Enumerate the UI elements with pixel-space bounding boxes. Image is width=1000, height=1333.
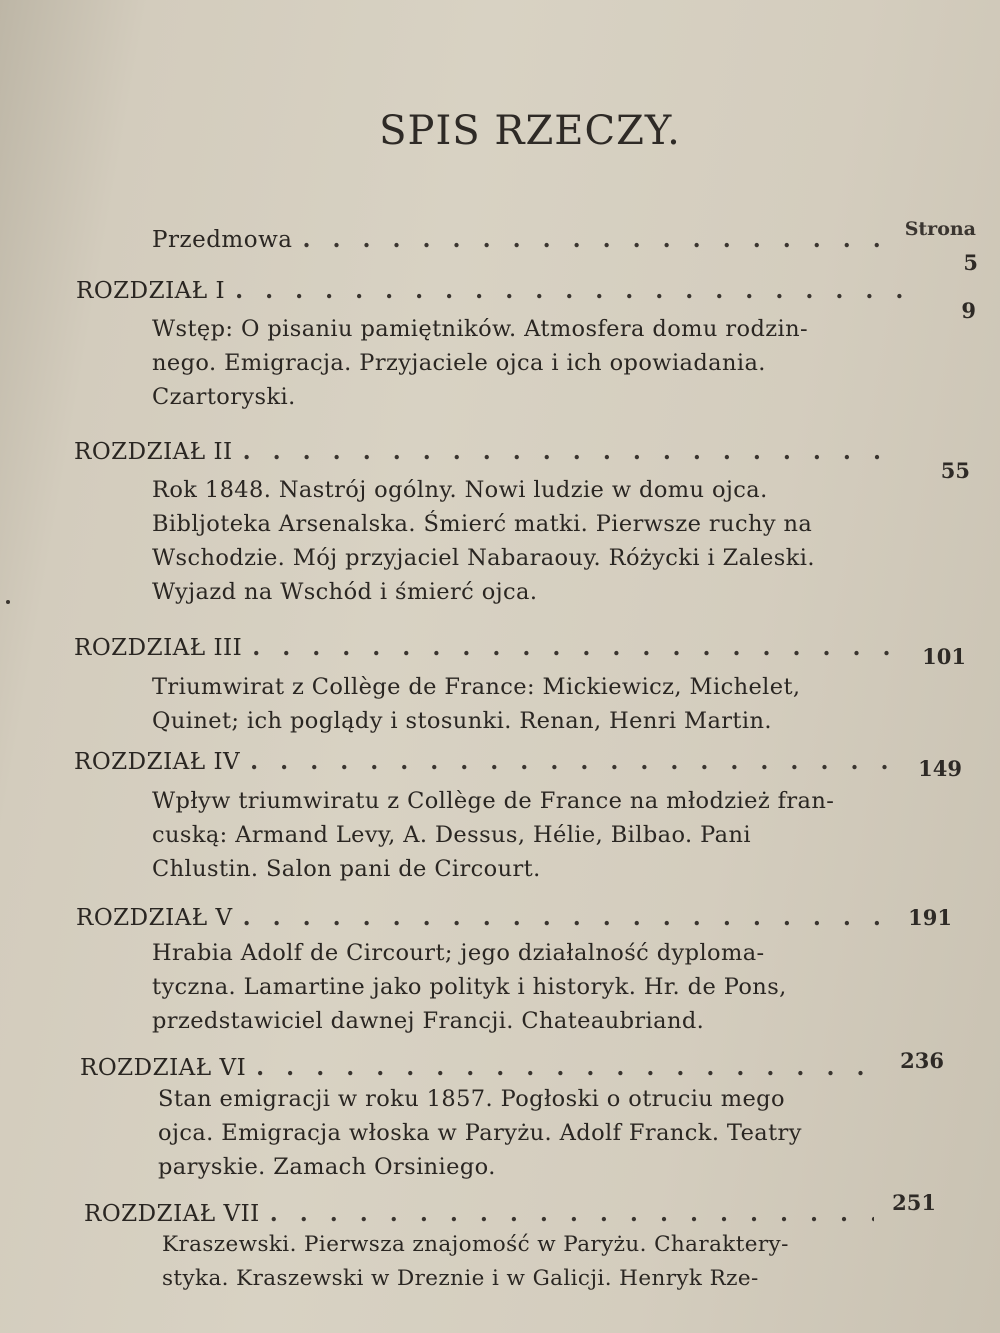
chapter-description — [152, 312, 808, 414]
chapter-page-number: 55 — [940, 458, 970, 483]
chapter-page-number: 149 — [918, 756, 962, 781]
chapter-description — [158, 1082, 802, 1184]
leader-dots — [252, 634, 894, 661]
toc-page-number: 5 — [963, 250, 978, 275]
chapter-heading-label: ROZDZIAŁ IV — [74, 749, 241, 775]
chapter-description — [152, 784, 834, 886]
chapter-page-number: 251 — [892, 1190, 936, 1215]
chapter-heading — [84, 1200, 874, 1227]
description-line: ojca. Emigracja włoska w Paryżu. Adolf Franck. Teatry — [158, 1120, 802, 1146]
description-line: Wstęp: O pisaniu pamiętników. Atmosfera domu rodzin- — [152, 316, 808, 342]
chapter-description — [152, 670, 801, 738]
chapter-heading — [74, 438, 904, 465]
leader-dots — [302, 226, 904, 253]
ink-speck — [6, 600, 10, 604]
chapter-description — [152, 936, 787, 1038]
description-line: styka. Kraszewski w Dreznie i w Galicji. Henryk Rze- — [162, 1266, 759, 1291]
description-line: nego. Emigracja. Przyjaciele ojca i ich opowiadania. — [152, 350, 766, 376]
chapter-page-number: 101 — [922, 644, 966, 669]
description-line: Kraszewski. Pierwsza znajomość w Paryżu. Charaktery- — [162, 1232, 789, 1257]
chapter-heading — [74, 748, 890, 775]
description-line: cuską: Armand Levy, A. Dessus, Hélie, Bilbao. Pani — [152, 822, 751, 848]
description-line: Wpływ triumwiratu z Collège de France na młodzież fran- — [152, 788, 835, 814]
description-line: Triumwirat z Collège de France: Mickiewicz, Michelet, — [152, 674, 801, 700]
description-line: Czartoryski. — [152, 384, 296, 410]
description-line: tyczna. Lamartine jako polityk i historyk. Hr. de Pons, — [152, 974, 787, 1000]
chapter-page-number: 191 — [908, 905, 952, 930]
leader-dots — [235, 277, 904, 304]
chapter-heading-label: ROZDZIAŁ VI — [80, 1055, 247, 1081]
leader-dots — [256, 1054, 880, 1081]
chapter-heading — [76, 904, 882, 931]
leader-dots — [270, 1200, 874, 1227]
description-line: Wschodzie. Mój przyjaciel Nabaraouy. Różycki i Zaleski. — [152, 545, 815, 571]
description-line: Bibljoteka Arsenalska. Śmierć matki. Pierwsze ruchy na — [152, 511, 813, 537]
chapter-heading-label: ROZDZIAŁ II — [74, 439, 233, 465]
leader-dots — [243, 904, 882, 931]
leader-dots — [243, 438, 904, 465]
description-line: Hrabia Adolf de Circourt; jego działalność dyploma- — [152, 940, 765, 966]
leader-dots — [250, 748, 890, 775]
description-line: Wyjazd na Wschód i śmierć ojca. — [152, 579, 538, 605]
chapter-heading-label: ROZDZIAŁ V — [76, 905, 233, 931]
chapter-heading — [76, 277, 904, 304]
chapter-heading — [80, 1054, 880, 1081]
description-line: Quinet; ich poglądy i stosunki. Renan, Henri Martin. — [152, 708, 772, 734]
chapter-heading — [74, 634, 894, 661]
chapter-heading-label: ROZDZIAŁ I — [76, 278, 226, 304]
chapter-description — [162, 1228, 789, 1296]
toc-entry-foreword — [152, 226, 904, 253]
description-line: Rok 1848. Nastrój ogólny. Nowi ludzie w domu ojca. — [152, 477, 768, 503]
page-title: SPIS RZECZY. — [379, 108, 681, 154]
description-line: Chlustin. Salon pani de Circourt. — [152, 856, 541, 882]
description-line: Stan emigracji w roku 1857. Pogłoski o otruciu mego — [158, 1086, 785, 1112]
page-column-label: Strona — [904, 218, 976, 240]
chapter-page-number: 9 — [961, 298, 976, 323]
description-line: przedstawiciel dawnej Francji. Chateaubriand. — [152, 1008, 705, 1034]
chapter-description — [152, 473, 815, 609]
chapter-heading-label: ROZDZIAŁ III — [74, 635, 243, 661]
chapter-page-number: 236 — [900, 1048, 944, 1073]
description-line: paryskie. Zamach Orsiniego. — [158, 1154, 496, 1180]
chapter-heading-label: ROZDZIAŁ VII — [84, 1201, 260, 1227]
toc-entry-label: Przedmowa — [152, 227, 293, 253]
